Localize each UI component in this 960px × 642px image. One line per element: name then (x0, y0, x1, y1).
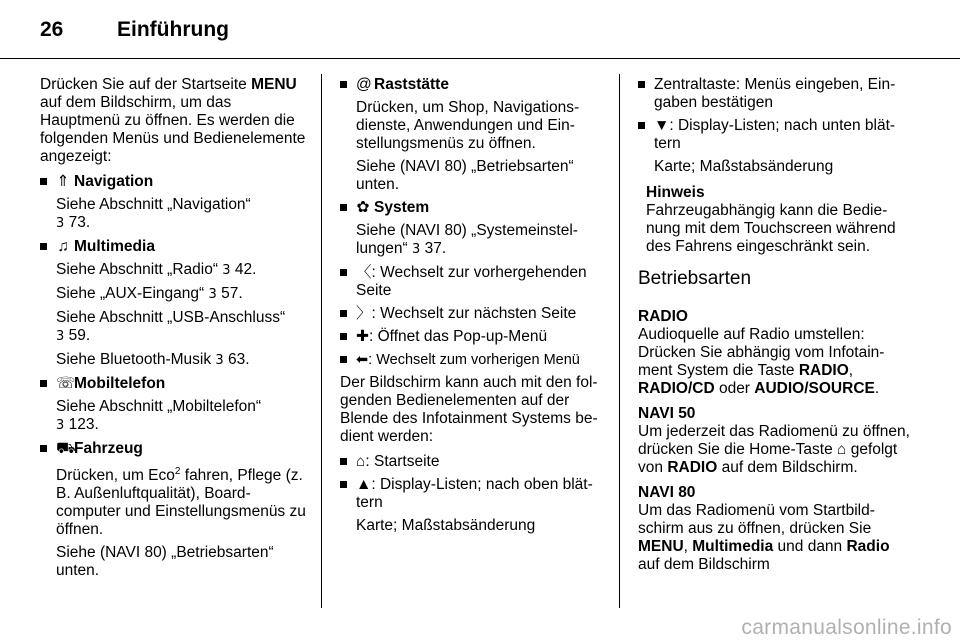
home-icon: ⌂ (837, 441, 847, 458)
bullet (638, 122, 645, 129)
hint-heading: Hinweis (646, 184, 705, 201)
column-divider-2 (619, 74, 620, 608)
multimedia-ref-1: Siehe Abschnitt „Radio“ 3 42. (56, 261, 257, 278)
bullet (340, 269, 347, 276)
list-item-raststaette: @ Raststätte (340, 76, 608, 94)
list-item-up: ▲: Display-Listen; nach oben blättern (340, 476, 608, 512)
navi50-text: Um jederzeit das Radiomenü zu öffnen, drücken Sie die Home-Taste ⌂ gefolgt von RADIO auf dem Bildschirm. (638, 423, 910, 476)
list-item-system: ✿ System (340, 199, 608, 217)
hint-text: Fahrzeugabhängig kann die Bedienung mit dem Touchscreen während des Fahrens eingeschränkt sein. (646, 202, 896, 255)
triangle-up-icon: ▲ (356, 476, 372, 493)
bezel-paragraph: Der Bildschirm kann auch mit den folgenden Bedienelementen auf der Blende des Infotainment Systems bedient werden: (340, 374, 598, 445)
header-rule (0, 58, 960, 59)
vehicle-desc: Drücken, um Eco$^2$ fahren, Pflege (z. B. Außenluftqualität), Boardcomputer und Einstellungsmenüs zu öffnen. (56, 466, 306, 539)
bullet (340, 204, 347, 211)
watermark: carmanualsonline.info (741, 616, 952, 639)
list-item-home: ⌂: Startseite (340, 453, 608, 471)
home-icon: ⌂ (356, 453, 366, 470)
down-map: Karte; Maßstabsänderung (654, 158, 834, 175)
list-item-fahrzeug: ⛟Fahrzeug (40, 440, 308, 458)
list-item-popup: ✚: Öffnet das Pop-up-Menü (340, 328, 608, 346)
bullet (340, 310, 347, 317)
list-item-navigation: ⇑ Navigation (40, 173, 308, 191)
column-1 (40, 76, 308, 585)
back-arrow-icon: ⬅ (356, 352, 369, 368)
navi80-text: Um das Radiomenü vom Startbildschirm aus zu öffnen, drücken Sie MENU, Multimedia und dann Radio auf dem Bildschirm (638, 502, 890, 573)
bullet (40, 445, 47, 452)
bullet (638, 81, 645, 88)
multimedia-ref-4: Siehe Bluetooth-Musik 3 63. (56, 351, 250, 368)
system-ref: Siehe (NAVI 80) „Systemeinstellungen“ 3 37. (356, 222, 578, 257)
at-icon: @ (356, 76, 372, 93)
store-ref: Siehe (NAVI 80) „Betriebsarten“ unten. (356, 158, 574, 193)
column-2 (340, 76, 608, 540)
gear-icon: ✿ (356, 199, 370, 216)
intro-paragraph: Drücken Sie auf der Startseite MENU auf dem Bildschirm, um das Hauptmenü zu öffnen. Es werden die folgenden Menüs und Bedienelemente angezeigt: (40, 76, 306, 165)
list-item-mobiltelefon: ☏Mobiltelefon (40, 375, 308, 393)
list-item-down: ▼: Display-Listen; nach unten blättern (638, 117, 912, 153)
radio-label: RADIO (638, 308, 688, 325)
list-item-next: 〉: Wechselt zur nächsten Seite (340, 305, 608, 323)
store-desc: Drücken, um Shop, Navigationsdienste, Anwendungen und Einstellungsmenüs zu öffnen. (356, 99, 580, 152)
bullet (340, 356, 347, 363)
navi80-label: NAVI 80 (638, 484, 696, 501)
multimedia-ref-3: Siehe Abschnitt „USB-Anschluss“ 3 59. (56, 309, 286, 344)
section-title: Betriebsarten (638, 268, 752, 289)
chevron-left-icon: 〈 (356, 264, 372, 281)
bullet (340, 458, 347, 465)
plus-icon: ✚ (356, 328, 369, 345)
bullet (340, 333, 347, 340)
bullet (40, 380, 47, 387)
list-item-center-key: Zentraltaste: Menüs eingeben, Eingaben bestätigen (638, 76, 912, 112)
list-item-multimedia: ♫ Multimedia (40, 238, 308, 256)
radio-text: Audioquelle auf Radio umstellen: Drücken Sie abhängig vom Infotainment System die Taste RADIO, RADIO/CD oder AUDIO/SOURCE. (638, 326, 885, 397)
triangle-down-icon: ▼ (654, 117, 670, 134)
car-icon: ⛟ (56, 440, 76, 457)
nav-ref: Siehe Abschnitt „Navigation“ 3 73. (56, 196, 251, 231)
up-map: Karte; Maßstabsänderung (356, 517, 536, 534)
navigation-icon: ⇑ (56, 173, 70, 190)
bullet (340, 481, 347, 488)
page-number: 26 (40, 18, 64, 41)
bullet (40, 243, 47, 250)
phone-icon: ☏ (56, 375, 76, 392)
vehicle-ref: Siehe (NAVI 80) „Betriebsarten“ unten. (56, 544, 274, 580)
navi50-label: NAVI 50 (638, 405, 696, 422)
bullet (40, 178, 47, 185)
column-divider-1 (321, 74, 322, 608)
list-item-back: ⬅: Wechselt zum vorherigen Menü (340, 351, 608, 369)
page-title: Einführung (117, 18, 229, 41)
column-3 (638, 76, 912, 581)
multimedia-ref-2: Siehe „AUX-Eingang“ 3 57. (56, 285, 243, 302)
list-item-prev: 〈: Wechselt zur vorhergehenden Seite (340, 264, 608, 300)
bullet (340, 81, 347, 88)
music-note-icon: ♫ (57, 238, 69, 255)
ref-icon: 3 (56, 216, 65, 231)
chevron-right-icon: 〉 (356, 305, 372, 322)
phone-ref: Siehe Abschnitt „Mobiltelefon“ 3 123. (56, 398, 262, 433)
